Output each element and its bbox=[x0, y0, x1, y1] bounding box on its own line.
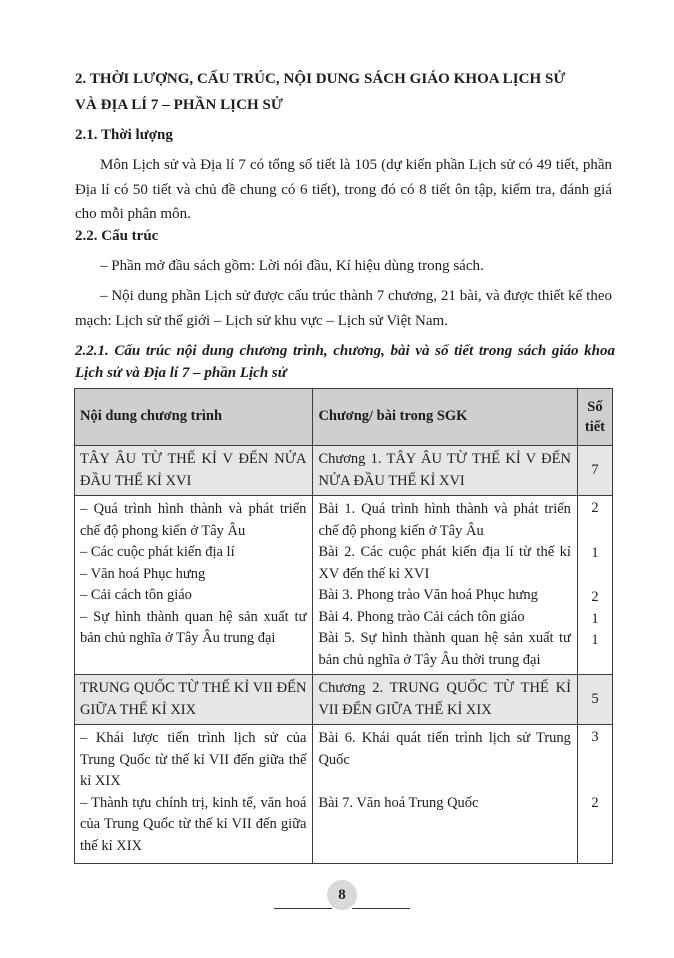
subsection-title-2-2-1: 2.2.1. Cấu trúc nội dung chương trình, chương, bài và số tiết trong sách giáo khoa Lịch sử và Địa lí 7 – phần Lịch sử bbox=[75, 343, 615, 381]
content-item: – Văn hoá Phục hưng bbox=[80, 565, 206, 582]
chapter-title: Chương 2. TRUNG QUỐC TỪ THẾ KỈ VII ĐẾN GIỮA THẾ KỈ XIX bbox=[313, 675, 577, 725]
content-item: – Các cuộc phát kiến địa lí bbox=[80, 544, 235, 560]
content-item: – Quá trình hình thành và phát triển chế độ phong kiến ở Tây Âu bbox=[80, 501, 307, 539]
table-header-row bbox=[75, 389, 613, 446]
table-row-lessons-1 bbox=[75, 496, 613, 675]
section-heading-line1: 2. THỜI LƯỢNG, CẤU TRÚC, NỘI DUNG SÁCH GIÁO KHOA LỊCH SỬ bbox=[75, 71, 566, 87]
table-row-lessons-2 bbox=[75, 725, 613, 864]
period-value: 2 bbox=[591, 794, 599, 811]
lesson-item: Bài 2. Các cuộc phát kiến địa lí từ thế kỉ XV đến thế kỉ XVI bbox=[318, 544, 571, 582]
chapter-periods: 5 bbox=[577, 675, 612, 725]
lesson-periods bbox=[577, 725, 612, 864]
content-item: – Thành tựu chính trị, kinh tế, văn hoá của Trung Quốc từ thế kỉ VII đến giữa thế kỉ XIX bbox=[80, 794, 307, 854]
content-item: – Khái lược tiến trình lịch sử của Trung Quốc từ thế kỉ VII đến giữa thế kỉ XIX bbox=[80, 730, 307, 789]
paragraph-duration: Môn Lịch sử và Địa lí 7 có tổng số tiết là 105 (dự kiến phần Lịch sử có 49 tiết, phần Địa lí có 50 tiết và chủ đề chung có 6 tiết), trong đó có 8 tiết ôn tập, kiểm tra, đánh giá cho mỗi phân môn. bbox=[75, 157, 612, 222]
period-value: 3 bbox=[591, 729, 599, 745]
subsection-title-2-1: 2.1. Thời lượng bbox=[75, 127, 173, 143]
lesson-titles bbox=[313, 725, 577, 864]
lesson-contents bbox=[75, 725, 313, 864]
table-row-chapter-1 bbox=[75, 446, 613, 496]
chapter-content: TRUNG QUỐC TỪ THẾ KỈ VII ĐẾN GIỮA THẾ KỈ XIX bbox=[75, 675, 313, 725]
period-value: 1 bbox=[591, 632, 599, 648]
lesson-item: Bài 7. Văn hoá Trung Quốc bbox=[318, 795, 479, 811]
footer-rule-right bbox=[352, 908, 410, 909]
page-number: 8 bbox=[327, 880, 357, 910]
period-value: 1 bbox=[591, 544, 599, 561]
chapter-periods: 7 bbox=[577, 446, 612, 496]
lesson-item: Bài 4. Phong trào Cải cách tôn giáo bbox=[318, 608, 525, 625]
content-item: – Sự hình thành quan hệ sản xuất tư bản chủ nghĩa ở Tây Âu trung đại bbox=[80, 608, 307, 646]
subsection-title-2-2: 2.2. Cấu trúc bbox=[75, 228, 159, 244]
period-value: 2 bbox=[591, 500, 599, 516]
paragraph-history-structure: – Nội dung phần Lịch sử được cấu trúc thành 7 chương, 21 bài, và được thiết kế theo mạch: Lịch sử thế giới – Lịch sử khu vực – Lịch sử Việt Nam. bbox=[75, 288, 612, 329]
header-periods bbox=[577, 389, 612, 446]
period-value: 2 bbox=[591, 589, 599, 605]
lesson-item: Bài 3. Phong trào Văn hoá Phục hưng bbox=[318, 587, 538, 603]
section-heading-line2: VÀ ĐỊA LÍ 7 – PHẦN LỊCH SỬ bbox=[75, 97, 283, 113]
table-row-chapter-2 bbox=[75, 675, 613, 725]
section-heading bbox=[75, 66, 620, 118]
lesson-item: Bài 1. Quá trình hình thành và phát triển chế độ phong kiến ở Tây Âu bbox=[318, 501, 571, 539]
period-value: 1 bbox=[591, 610, 599, 627]
content-item: – Cải cách tôn giáo bbox=[80, 587, 192, 603]
lesson-titles bbox=[313, 496, 577, 675]
curriculum-table bbox=[74, 388, 613, 864]
header-periods-line2: tiết bbox=[584, 419, 606, 435]
footer-rule-left bbox=[274, 908, 332, 909]
lesson-item: Bài 5. Sự hình thành quan hệ sản xuất tư bản chủ nghĩa ở Tây Âu thời trung đại bbox=[318, 630, 571, 668]
lesson-item: Bài 6. Khái quát tiến trình lịch sử Trung Quốc bbox=[318, 730, 571, 768]
paragraph-intro-part: – Phần mở đầu sách gồm: Lời nói đầu, Kí hiệu dùng trong sách. bbox=[100, 258, 484, 274]
chapter-title: Chương 1. TÂY ÂU TỪ THẾ KỈ V ĐẾN NỬA ĐẦU THẾ KỈ XVI bbox=[313, 446, 577, 496]
header-chapter-lesson: Chương/ bài trong SGK bbox=[313, 389, 577, 446]
header-periods-line1: Số bbox=[587, 399, 603, 415]
header-content: Nội dung chương trình bbox=[75, 389, 313, 446]
chapter-content: TÂY ÂU TỪ THẾ KỈ V ĐẾN NỬA ĐẦU THẾ KỈ XVI bbox=[75, 446, 313, 496]
lesson-periods bbox=[577, 496, 612, 675]
lesson-contents bbox=[75, 496, 313, 675]
